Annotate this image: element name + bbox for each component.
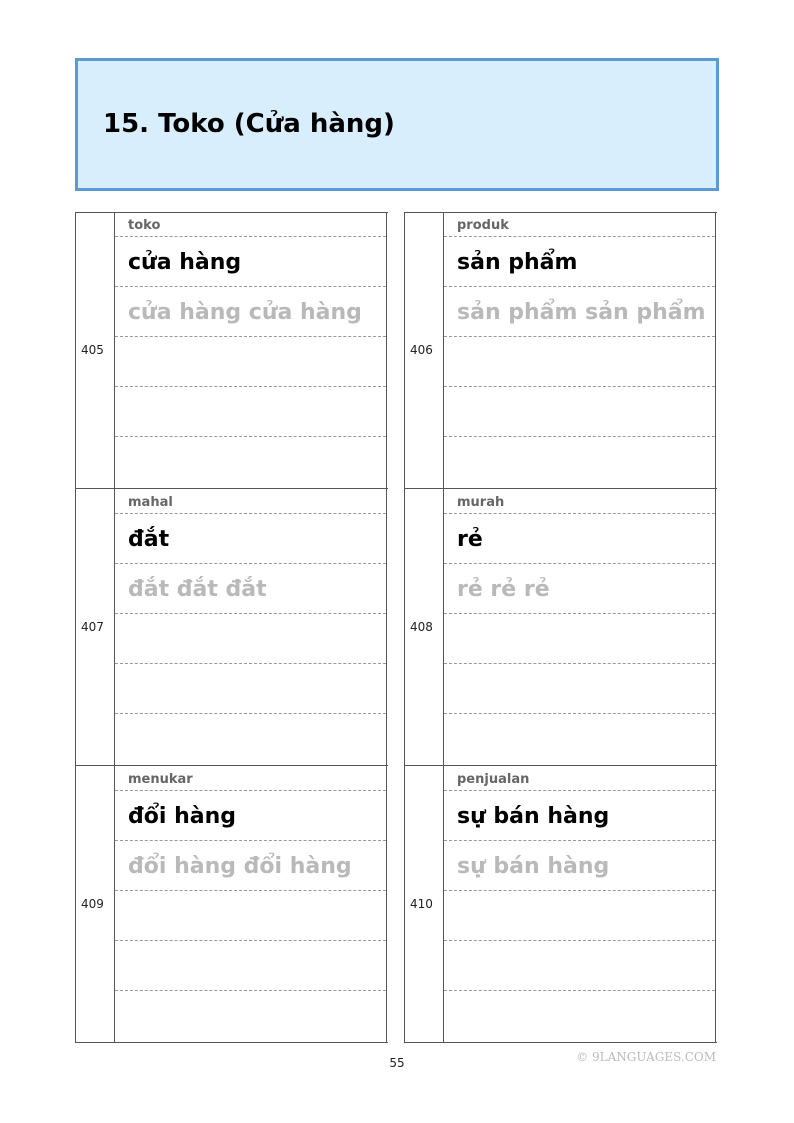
number-column [404,212,444,489]
vocab-card [75,212,386,489]
writing-line[interactable] [115,664,386,714]
writing-line[interactable] [444,437,715,489]
translation: đắt [128,527,170,552]
trace-text: sự bán hàng [457,854,610,879]
writing-line[interactable] [444,337,715,387]
card-top-border [75,212,388,213]
writing-line[interactable] [115,941,386,991]
trace-text: cửa hàng cửa hàng [128,300,362,325]
vocab-card [404,489,715,766]
translation-row [115,237,386,287]
translation-row [444,514,715,564]
entry-number: 405 [81,343,104,357]
entry-number: 406 [410,343,433,357]
trace-text: sản phẩm sản phẩm [457,300,706,325]
writing-line[interactable] [115,714,386,766]
entry-number: 407 [81,620,104,634]
trace-row [115,287,386,337]
card-divider [404,1042,717,1043]
source-word: murah [457,495,505,510]
translation: rẻ [457,527,483,552]
trace-row [115,564,386,614]
vocab-card [404,212,715,489]
translation-row [115,514,386,564]
entry-number: 408 [410,620,433,634]
practice-area [115,489,387,766]
trace-row [444,287,715,337]
writing-line[interactable] [444,664,715,714]
source-word: menukar [128,772,193,787]
source-word: mahal [128,495,173,510]
word-row [444,212,715,237]
translation-row [115,791,386,841]
translation: sự bán hàng [457,804,610,829]
word-row [115,766,386,791]
number-column [75,489,115,766]
practice-area [444,212,716,489]
word-row [444,489,715,514]
number-column [75,766,115,1043]
entry-number: 409 [81,897,104,911]
translation: cửa hàng [128,250,242,275]
writing-line[interactable] [444,714,715,766]
word-row [115,212,386,237]
page-number: 55 [389,1056,405,1070]
practice-area [444,766,716,1043]
number-column [75,212,115,489]
card-divider [75,1042,388,1043]
copyright: © 9LANGUAGES.COM [576,1050,716,1064]
practice-area [115,212,387,489]
writing-line[interactable] [115,891,386,941]
writing-line[interactable] [115,614,386,664]
source-word: produk [457,218,509,233]
writing-line[interactable] [444,387,715,437]
word-row [444,766,715,791]
writing-line[interactable] [444,941,715,991]
translation-row [444,237,715,287]
trace-text: đổi hàng đổi hàng [128,854,352,879]
writing-line[interactable] [115,387,386,437]
writing-line[interactable] [115,991,386,1043]
source-word: penjualan [457,772,530,787]
vocab-card [75,766,386,1043]
writing-line[interactable] [115,437,386,489]
trace-text: rẻ rẻ rẻ [457,577,550,602]
writing-line[interactable] [444,614,715,664]
trace-text: đắt đắt đắt [128,577,267,602]
card-top-border [404,212,717,213]
vocab-card [404,766,715,1043]
vocab-card [75,489,386,766]
writing-line[interactable] [444,991,715,1043]
word-row [115,489,386,514]
trace-row [444,841,715,891]
source-word: toko [128,218,161,233]
writing-line[interactable] [444,891,715,941]
translation: đổi hàng [128,804,236,829]
trace-row [115,841,386,891]
title-box [75,58,719,191]
practice-area [444,489,716,766]
page-title: 15. Toko (Cửa hàng) [103,109,395,139]
number-column [404,766,444,1043]
writing-line[interactable] [115,337,386,387]
number-column [404,489,444,766]
trace-row [444,564,715,614]
translation: sản phẩm [457,250,578,275]
practice-area [115,766,387,1043]
entry-number: 410 [410,897,433,911]
translation-row [444,791,715,841]
